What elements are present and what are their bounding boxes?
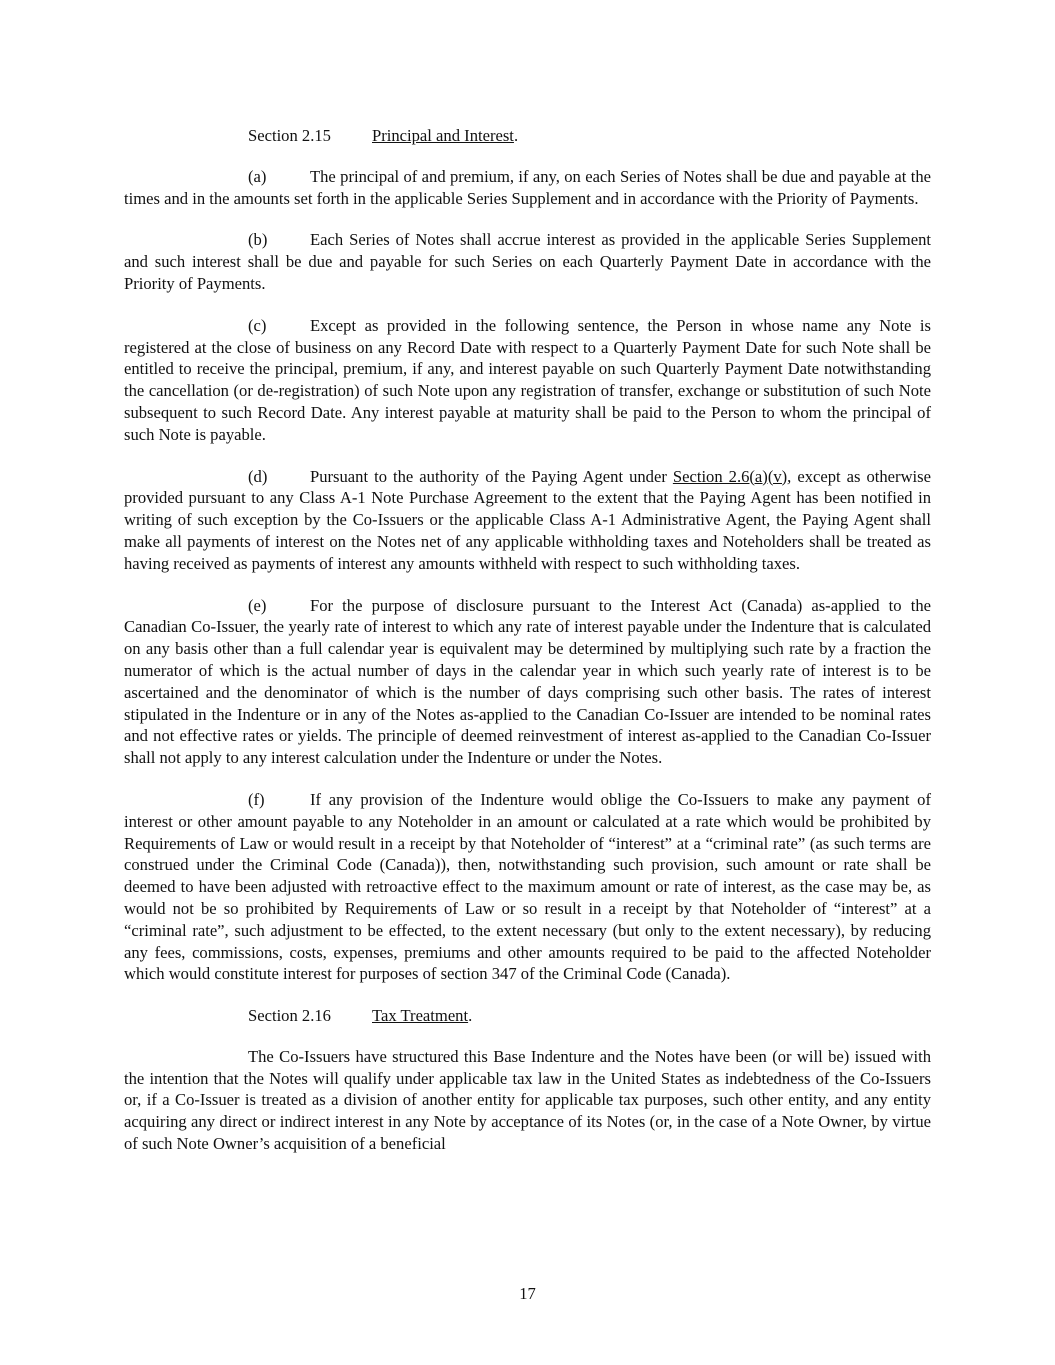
paragraph-text: If any provision of the Indenture would oblige the Co-Issuers to make any payment of interest or other amount payable to any Noteholder in an amount or calculated at a rate which would be prohibited by Requirements of Law or would result in a receipt by that Noteholder of “interest” at a “criminal rate” (as such terms are construed under the Criminal Code (Canada)), then, notwithstanding such provision, such amount or rate shall be deemed to have been adjusted with retroactive effect to the maximum amount or rate of interest, as the case may be, as would not be so prohibited by Requirements of Law or so result in a receipt by that Noteholder of “interest” at a “criminal rate”, such adjustment to be effected, to the extent necessary (but only to the extent necessary), by reducing any fees, commissions, costs, expenses, premiums and other amounts required to be paid to the affected Noteholder which would constitute interest for purposes of section 347 of the Criminal Code (Canada). (124, 789, 931, 984)
paragraph-label: (e) (248, 595, 267, 615)
paragraph-label: (a) (248, 166, 267, 186)
paragraph-text: Each Series of Notes shall accrue interest as provided in the applicable Series Supplement and such interest shall be due and payable for such Series on each Quarterly Payment Date in accordance with the Priority of Payments. (124, 230, 931, 293)
paragraph-text: The principal of and premium, if any, on each Series of Notes shall be due and payable at the times and in the amounts set forth in the applicable Series Supplement and in accordance with the Priority of Payments. (124, 166, 931, 208)
document-page (124, 125, 931, 1175)
paragraph-text: For the purpose of disclosure pursuant to the Interest Act (Canada) as-applied to the Canadian Co-Issuer, the yearly rate of interest to which any rate of interest payable under the Indenture that is calculated on any basis other than a full calendar year is equivalent may be determined by multiplying such rate by a fraction the numerator of which is the actual number of days in the calendar year in which such yearly rate of interest is to be ascertained and the denominator of which is the number of days comprising such other basis. The rates of interest stipulated in the Indenture or in any of the Notes as-applied to the Canadian Co-Issuer are intended to be nominal rates and not effective rates or yields. The principle of deemed reinvestment of interest as-applied to the Canadian Co-Issuer shall not apply to any interest calculation under the Indenture or under the Notes. (124, 595, 931, 768)
page-number: 17 (519, 1284, 536, 1303)
section-title-period: . (513, 126, 519, 145)
paragraph-b (124, 229, 931, 294)
paragraph-tax-treatment (124, 1046, 931, 1155)
paragraph-c (124, 315, 931, 446)
paragraph-d (124, 466, 931, 575)
section-2-16-heading (124, 1005, 931, 1027)
paragraph-a (124, 166, 931, 210)
paragraph-label: (b) (248, 230, 268, 250)
paragraph-label: (c) (248, 315, 267, 335)
paragraph-text-before: Pursuant to the authority of the Paying Agent under (310, 466, 673, 486)
paragraph-text: Except as provided in the following sentence, the Person in whose name any Note is registered at the close of business on any Record Date with respect to a Quarterly Payment Date for such Note shall be entitled to receive the principal, premium, if any, and interest payable on such Quarterly Payment Date notwithstanding the cancellation (or de-registration) of such Note upon any registration of transfer, exchange or substitution of such Note subsequent to such Record Date. Any interest payable at maturity shall be paid to the Person to whom the principal of such Note is payable. (124, 315, 931, 444)
paragraph-text: The Co-Issuers have structured this Base Indenture and the Notes have been (or will be) issued with the intention that the Notes will qualify under applicable tax law in the United States as indebtedness of the Co-Issuers or, if a Co-Issuer is treated as a division of another entity for applicable tax purposes, such other entity, and any entity acquiring any direct or indirect interest in any Note by acceptance of its Notes (or, in the case of a Note Owner, by virtue of such Note Owner’s acquisition of a beneficial (124, 1046, 931, 1154)
section-number: Section 2.15 (248, 126, 331, 145)
section-2-15-heading (124, 125, 931, 147)
section-title: Principal and Interest (372, 126, 514, 145)
paragraph-label: (f) (248, 789, 265, 809)
paragraph-f (124, 789, 931, 985)
section-title-period: . (468, 1006, 473, 1026)
paragraph-e (124, 595, 931, 769)
paragraph-text-after: , except as otherwise provided pursuant to any Class A-1 Note Purchase Agreement to the extent that the Paying Agent has been notified in writing of such exception by the Co-Issuers or the applicable Class A-1 Administrative Agent, the Paying Agent shall make all payments of interest on the Notes net of any applicable withholding taxes and Noteholders shall be treated as having received as payments of interest any amounts withheld with respect to such withholding taxes. (124, 466, 931, 573)
paragraph-label: (d) (248, 466, 268, 486)
section-reference: Section 2.6(a)(v) (672, 466, 788, 486)
section-title: Tax Treatment (372, 1006, 469, 1026)
section-number: Section 2.16 (248, 1006, 331, 1026)
